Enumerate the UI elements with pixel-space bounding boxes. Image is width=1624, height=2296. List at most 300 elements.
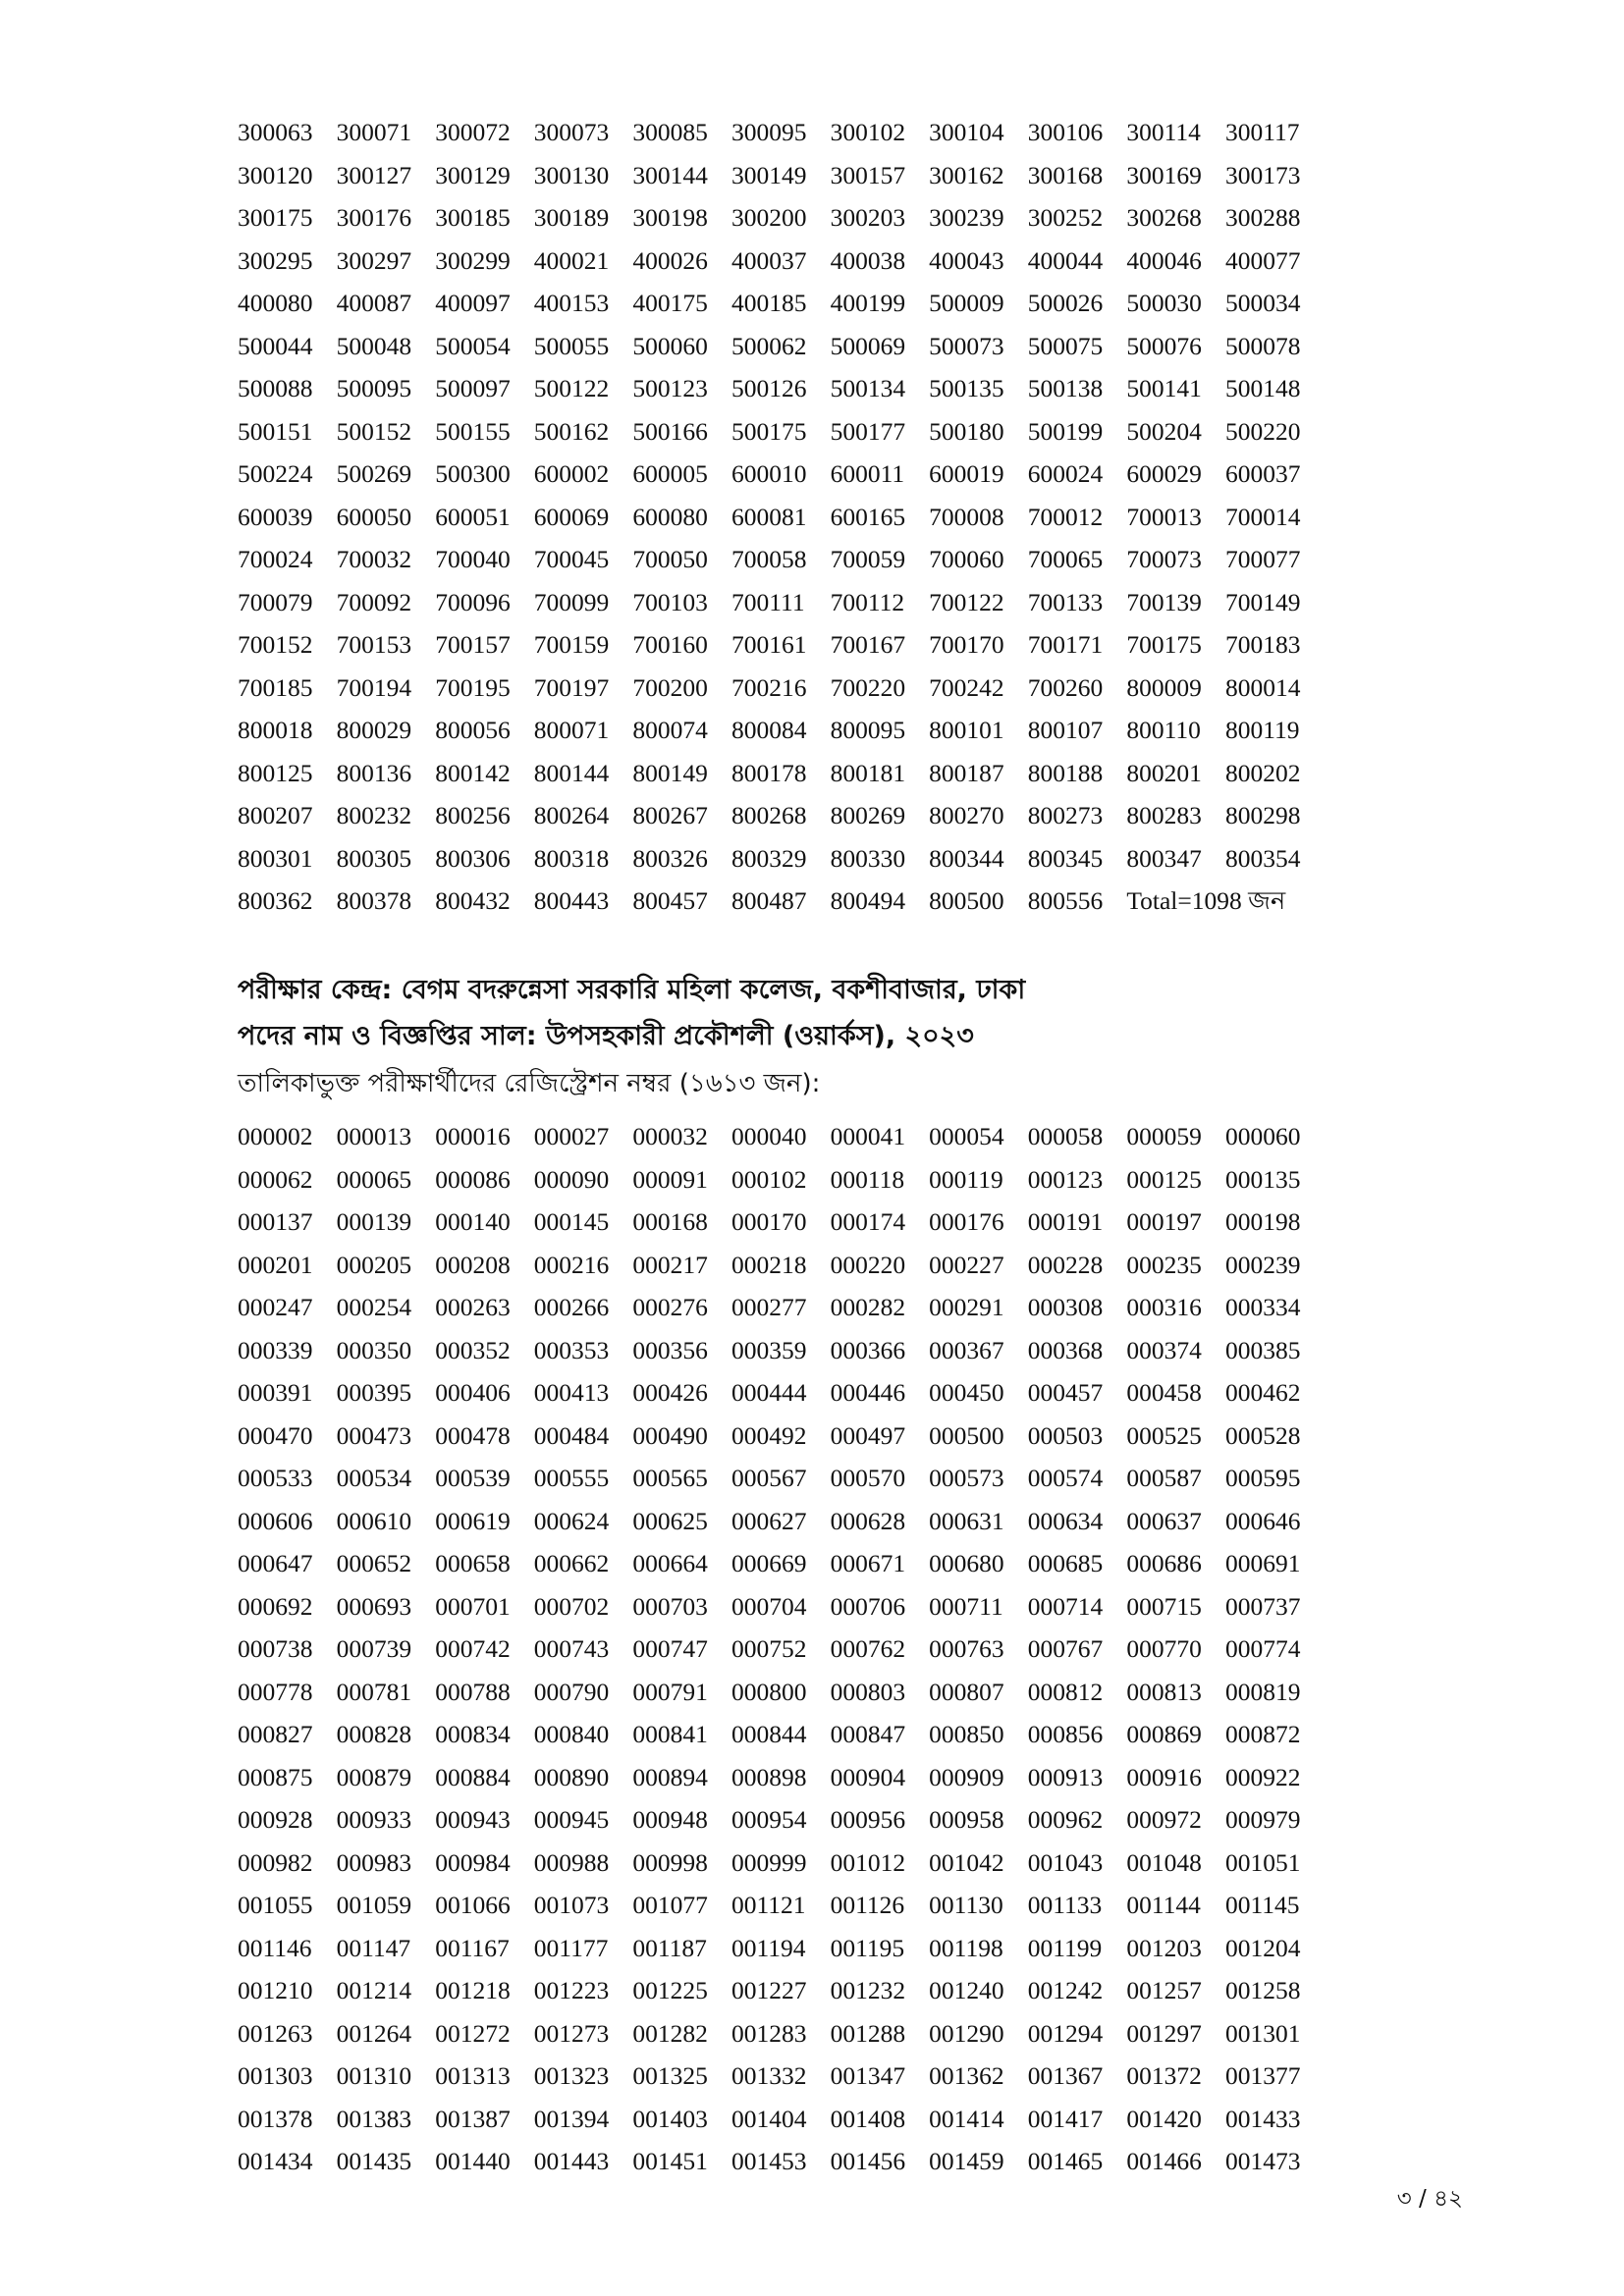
registration-number-cell: 300149 [731, 160, 807, 189]
registration-number-cell: 800330 [830, 843, 906, 873]
registration-number-cell: 700153 [336, 630, 412, 659]
registration-number-cell: 300189 [533, 203, 610, 232]
registration-number-cell: 000016 [435, 1122, 511, 1150]
registration-number-cell: 700194 [336, 672, 412, 702]
registration-number-cell: 001473 [1224, 2147, 1301, 2175]
registration-number-cell: 700260 [1027, 672, 1104, 702]
registration-number-cell: 300072 [435, 118, 511, 146]
registration-number-cell: 000308 [1027, 1293, 1104, 1321]
registration-number-cell: 000807 [929, 1677, 1004, 1706]
registration-number-cell: 000928 [238, 1805, 313, 1834]
registration-number-cell: 000850 [929, 1720, 1004, 1748]
registration-number-cell: 800188 [1027, 758, 1104, 787]
registration-number-cell: 600037 [1224, 459, 1301, 488]
registration-number-cell: 001147 [336, 1933, 411, 1962]
registration-number-cell: 000198 [1224, 1207, 1301, 1236]
registration-number-cell: 000828 [336, 1720, 412, 1748]
registration-number-cell: 400044 [1027, 245, 1104, 275]
registration-number-cell: 000359 [731, 1335, 807, 1364]
registration-number-cell: 000631 [929, 1506, 1004, 1535]
registration-number-cell: 000041 [830, 1122, 906, 1150]
registration-number-cell: 300130 [533, 160, 610, 189]
registration-number-cell: 500148 [1224, 374, 1301, 402]
registration-number-cell: 000841 [632, 1720, 708, 1748]
registration-number-cell: 000711 [929, 1591, 1003, 1621]
registration-number-list [238, 1115, 1325, 2183]
registration-number-cell: 800432 [435, 886, 511, 915]
registration-number-cell: 000228 [1027, 1250, 1104, 1279]
registration-number-cell: 800101 [929, 716, 1004, 744]
registration-number-cell: 001387 [435, 2104, 511, 2133]
registration-number-cell: 000426 [632, 1378, 708, 1407]
registration-number-cell: 000254 [336, 1293, 412, 1321]
registration-number-cell: 700008 [929, 502, 1004, 531]
registration-number-cell: 300117 [1224, 118, 1300, 146]
registration-number-cell: 000647 [238, 1549, 313, 1577]
registration-number-cell: 000058 [1027, 1122, 1104, 1150]
registration-number-cell: 800232 [336, 801, 412, 829]
registration-number-cell: 000913 [1027, 1762, 1104, 1791]
registration-number-cell: 001433 [1224, 2104, 1301, 2133]
registration-number-cell: 700170 [929, 630, 1004, 659]
registration-number-cell: 000686 [1126, 1549, 1202, 1577]
registration-number-cell: 000954 [731, 1805, 807, 1834]
registration-number-cell: 000982 [238, 1847, 313, 1877]
registration-number-cell: 000671 [830, 1549, 906, 1577]
registration-number-cell: 500097 [435, 374, 511, 402]
registration-number-cell: 800119 [1224, 716, 1300, 744]
registration-number-cell: 000703 [632, 1591, 708, 1621]
registration-number-cell: 500269 [336, 459, 412, 488]
registration-number-cell: 000123 [1027, 1164, 1104, 1194]
registration-number-cell: 000652 [336, 1549, 412, 1577]
registration-number-cell: 300106 [1027, 118, 1104, 146]
registration-number-cell: 800056 [435, 716, 511, 744]
registration-number-cell: 000368 [1027, 1335, 1104, 1364]
registration-number-cell: 500126 [731, 374, 807, 402]
registration-number-cell: 000395 [336, 1378, 412, 1407]
registration-number-cell: 700012 [1027, 502, 1104, 531]
registration-number-cell: 000872 [1224, 1720, 1301, 1748]
registration-number-cell: 300102 [830, 118, 906, 146]
registration-number-cell: 000884 [435, 1762, 511, 1791]
registration-number-cell: 000979 [1224, 1805, 1301, 1834]
registration-number-cell: 000574 [1027, 1464, 1104, 1492]
registration-number-cell: 001288 [830, 2018, 906, 2048]
registration-number-cell: 000528 [1224, 1420, 1301, 1450]
registration-number-cell: 000205 [336, 1250, 412, 1279]
registration-number-cell: 000374 [1126, 1335, 1202, 1364]
registration-number-cell: 001042 [929, 1847, 1004, 1877]
registration-number-cell: 001378 [238, 2104, 313, 2133]
registration-number-cell: 800306 [435, 843, 511, 873]
registration-number-cell: 700195 [435, 672, 511, 702]
registration-number-cell: 500151 [238, 416, 313, 446]
registration-number-cell: 700014 [1224, 502, 1301, 531]
registration-number-cell: 000032 [632, 1122, 708, 1150]
registration-number-cell: 800009 [1126, 672, 1202, 702]
registration-number-cell: 000788 [435, 1677, 511, 1706]
registration-number-cell: 000125 [1126, 1164, 1202, 1194]
registration-number-cell: 700197 [533, 672, 610, 702]
registration-number-cell: 000904 [830, 1762, 906, 1791]
registration-number-cell: 000624 [533, 1506, 610, 1535]
registration-number-cell: 000277 [731, 1293, 807, 1321]
registration-number-cell: 300157 [830, 160, 906, 189]
registration-number-cell: 000879 [336, 1762, 412, 1791]
registration-number-cell: 001466 [1126, 2147, 1202, 2175]
registration-number-cell: 000145 [533, 1207, 610, 1236]
registration-number-cell: 000962 [1027, 1805, 1104, 1834]
registration-number-cell: 001126 [830, 1891, 905, 1919]
registration-number-cell: 000595 [1224, 1464, 1301, 1492]
registration-number-cell: 000894 [632, 1762, 708, 1791]
registration-number-cell: 000567 [731, 1464, 807, 1492]
registration-number-cell: 600039 [238, 502, 313, 531]
registration-number-cell: 500166 [632, 416, 708, 446]
registration-number-cell: 001059 [336, 1891, 412, 1919]
registration-number-cell: 800354 [1224, 843, 1301, 873]
registration-number-cell: 001223 [533, 1976, 610, 2004]
registration-number-cell: 000462 [1224, 1378, 1301, 1407]
registration-number-cell: 500135 [929, 374, 1004, 402]
registration-number-cell: 300173 [1224, 160, 1301, 189]
registration-number-cell: 001043 [1027, 1847, 1104, 1877]
registration-number-cell: 000747 [632, 1634, 708, 1663]
registration-number-cell: 001456 [830, 2147, 906, 2175]
registration-number-cell: 700185 [238, 672, 313, 702]
registration-number-cell: Total=1098 জন [1126, 886, 1286, 915]
registration-number-cell: 001453 [731, 2147, 807, 2175]
registration-number-cell: 300200 [731, 203, 807, 232]
registration-number-cell: 000002 [238, 1122, 313, 1150]
registration-number-cell: 800264 [533, 801, 610, 829]
registration-number-cell: 000706 [830, 1591, 906, 1621]
registration-number-cell: 300120 [238, 160, 313, 189]
registration-number-cell: 001194 [731, 1933, 806, 1962]
registration-number-cell: 700058 [731, 545, 807, 573]
registration-number-cell: 001198 [929, 1933, 1003, 1962]
registration-number-cell: 000492 [731, 1420, 807, 1450]
registration-number-cell: 000819 [1224, 1677, 1301, 1706]
registration-number-cell: 000458 [1126, 1378, 1202, 1407]
registration-number-cell: 000062 [238, 1164, 313, 1194]
registration-number-cell: 001404 [731, 2104, 807, 2133]
registration-number-cell: 700133 [1027, 587, 1104, 616]
registration-number-cell: 001257 [1126, 1976, 1202, 2004]
registration-number-cell: 300297 [336, 245, 412, 275]
registration-number-cell: 500095 [336, 374, 412, 402]
registration-number-cell: 000803 [830, 1677, 906, 1706]
registration-number-cell: 800136 [336, 758, 412, 787]
registration-number-cell: 000983 [336, 1847, 412, 1877]
registration-number-cell: 000715 [1126, 1591, 1202, 1621]
registration-number-cell: 700216 [731, 672, 807, 702]
registration-number-cell: 000701 [435, 1591, 511, 1621]
registration-number-cell: 000276 [632, 1293, 708, 1321]
registration-number-cell: 001130 [929, 1891, 1003, 1919]
registration-number-cell: 500300 [435, 459, 511, 488]
registration-number-cell: 000201 [238, 1250, 313, 1279]
registration-number-cell: 600165 [830, 502, 906, 531]
registration-number-cell: 001282 [632, 2018, 708, 2048]
registration-number-cell: 001051 [1224, 1847, 1301, 1877]
registration-number-cell: 800149 [632, 758, 708, 787]
registration-number-cell: 000943 [435, 1805, 511, 1834]
registration-number-cell: 001362 [929, 2061, 1004, 2090]
registration-number-cell: 800344 [929, 843, 1004, 873]
registration-number-cell: 800378 [336, 886, 412, 915]
registration-number-cell: 400153 [533, 289, 610, 317]
registration-number-cell: 800318 [533, 843, 610, 873]
registration-number-cell: 500026 [1027, 289, 1104, 317]
registration-number-cell: 300073 [533, 118, 610, 146]
registration-number-cell: 000013 [336, 1122, 412, 1150]
registration-number-cell: 001187 [632, 1933, 707, 1962]
registration-number-list-previous-center [238, 111, 1325, 923]
registration-number-cell: 400185 [731, 289, 807, 317]
registration-number-cell: 700149 [1224, 587, 1301, 616]
registration-number-cell: 600024 [1027, 459, 1104, 488]
registration-number-cell: 001434 [238, 2147, 313, 2175]
registration-number-cell: 000450 [929, 1378, 1004, 1407]
registration-number-cell: 000235 [1126, 1250, 1202, 1279]
registration-number-cell: 000898 [731, 1762, 807, 1791]
registration-number-cell: 500048 [336, 331, 412, 360]
registration-number-cell: 001394 [533, 2104, 610, 2133]
registration-number-cell: 300071 [336, 118, 412, 146]
registration-number-cell: 400199 [830, 289, 906, 317]
registration-number-cell: 000102 [731, 1164, 807, 1194]
registration-number-cell: 600069 [533, 502, 610, 531]
registration-number-cell: 300176 [336, 203, 412, 232]
registration-number-cell: 700096 [435, 587, 511, 616]
registration-number-cell: 000135 [1224, 1164, 1301, 1194]
registration-number-cell: 000737 [1224, 1591, 1301, 1621]
registration-number-cell: 001414 [929, 2104, 1004, 2133]
registration-number-cell: 001066 [435, 1891, 511, 1919]
registration-number-cell: 000060 [1224, 1122, 1301, 1150]
registration-number-cell: 000625 [632, 1506, 708, 1535]
registration-number-cell: 800487 [731, 886, 807, 915]
registration-number-cell: 000478 [435, 1420, 511, 1450]
registration-number-cell: 700161 [731, 630, 807, 659]
registration-number-cell: 001073 [533, 1891, 610, 1919]
registration-number-cell: 800273 [1027, 801, 1104, 829]
registration-number-cell: 800207 [238, 801, 313, 829]
registration-number-cell: 400087 [336, 289, 412, 317]
registration-number-cell: 000840 [533, 1720, 610, 1748]
registration-number-cell: 800269 [830, 801, 906, 829]
registration-number-cell: 800095 [830, 716, 906, 744]
registration-number-cell: 000086 [435, 1164, 511, 1194]
registration-number-cell: 001451 [632, 2147, 708, 2175]
registration-number-cell: 000922 [1224, 1762, 1301, 1791]
registration-number-cell: 500175 [731, 416, 807, 446]
registration-number-cell: 300114 [1126, 118, 1201, 146]
registration-number-cell: 000247 [238, 1293, 313, 1321]
registration-number-cell: 000827 [238, 1720, 313, 1748]
registration-number-cell: 500073 [929, 331, 1004, 360]
registration-number-cell: 700103 [632, 587, 708, 616]
registration-number-cell: 000208 [435, 1250, 511, 1279]
registration-number-cell: 000634 [1027, 1506, 1104, 1535]
registration-number-cell: 800201 [1126, 758, 1202, 787]
registration-number-cell: 000170 [731, 1207, 807, 1236]
registration-number-cell: 000916 [1126, 1762, 1202, 1791]
registration-number-cell: 000266 [533, 1293, 610, 1321]
registration-number-cell: 000446 [830, 1378, 906, 1407]
registration-number-cell: 000168 [632, 1207, 708, 1236]
registration-number-cell: 000685 [1027, 1549, 1104, 1577]
registration-number-cell: 400175 [632, 289, 708, 317]
registration-number-cell: 400043 [929, 245, 1004, 275]
registration-number-cell: 600002 [533, 459, 610, 488]
registration-number-cell: 000054 [929, 1122, 1004, 1150]
registration-number-cell: 000844 [731, 1720, 807, 1748]
registration-number-cell: 800074 [632, 716, 708, 744]
registration-number-cell: 000353 [533, 1335, 610, 1364]
registration-number-cell: 800362 [238, 886, 313, 915]
registration-number-cell: 001077 [632, 1891, 708, 1919]
registration-number-cell: 500141 [1126, 374, 1202, 402]
registration-number-cell: 001435 [336, 2147, 412, 2175]
registration-number-cell: 001144 [1126, 1891, 1201, 1919]
registration-number-cell: 000065 [336, 1164, 412, 1194]
registration-number-cell: 001372 [1126, 2061, 1202, 2090]
registration-number-cell: 001146 [238, 1933, 312, 1962]
registration-number-cell: 001303 [238, 2061, 313, 2090]
registration-number-cell: 000497 [830, 1420, 906, 1450]
registration-number-cell: 800305 [336, 843, 412, 873]
registration-number-cell: 001465 [1027, 2147, 1104, 2175]
registration-number-cell: 700152 [238, 630, 313, 659]
registration-number-cell: 300288 [1224, 203, 1301, 232]
registration-number-cell: 000220 [830, 1250, 906, 1279]
registration-number-cell: 000767 [1027, 1634, 1104, 1663]
registration-number-cell: 000406 [435, 1378, 511, 1407]
registration-number-cell: 001242 [1027, 1976, 1104, 2004]
registration-number-cell: 700013 [1126, 502, 1202, 531]
registration-number-cell: 300162 [929, 160, 1004, 189]
registration-number-cell: 001272 [435, 2018, 511, 2048]
registration-number-cell: 001383 [336, 2104, 412, 2133]
registration-number-cell: 000239 [1224, 1250, 1301, 1279]
registration-number-cell: 001199 [1027, 1933, 1103, 1962]
registration-number-cell: 700077 [1224, 545, 1301, 573]
registration-number-cell: 000339 [238, 1335, 313, 1364]
registration-number-cell: 001240 [929, 1976, 1004, 2004]
registration-number-cell: 000040 [731, 1122, 807, 1150]
registration-number-cell: 000984 [435, 1847, 511, 1877]
registration-number-cell: 000646 [1224, 1506, 1301, 1535]
registration-number-cell: 000391 [238, 1378, 313, 1407]
registration-number-cell: 800457 [632, 886, 708, 915]
registration-number-cell: 800267 [632, 801, 708, 829]
registration-number-cell: 000503 [1027, 1420, 1104, 1450]
registration-number-cell: 800494 [830, 886, 906, 915]
registration-number-cell: 001121 [731, 1891, 806, 1919]
registration-number-cell: 700059 [830, 545, 906, 573]
registration-number-cell: 000693 [336, 1591, 412, 1621]
registration-number-cell: 000533 [238, 1464, 313, 1492]
registration-number-cell: 800301 [238, 843, 313, 873]
registration-number-cell: 000762 [830, 1634, 906, 1663]
registration-number-cell: 000664 [632, 1549, 708, 1577]
registration-number-cell: 700111 [731, 587, 805, 616]
registration-number-cell: 001325 [632, 2061, 708, 2090]
registration-number-cell: 800347 [1126, 843, 1202, 873]
registration-number-cell: 001443 [533, 2147, 610, 2175]
registration-number-cell: 001012 [830, 1847, 906, 1877]
registration-number-cell: 000366 [830, 1335, 906, 1364]
registration-number-cell: 000875 [238, 1762, 313, 1791]
registration-number-cell: 000555 [533, 1464, 610, 1492]
registration-number-cell: 000988 [533, 1847, 610, 1877]
registration-number-cell: 000534 [336, 1464, 412, 1492]
registration-number-cell: 500138 [1027, 374, 1104, 402]
registration-number-cell: 500162 [533, 416, 610, 446]
registration-number-cell: 500180 [929, 416, 1004, 446]
registration-number-cell: 000742 [435, 1634, 511, 1663]
registration-number-cell: 001290 [929, 2018, 1004, 2048]
registration-number-cell: 600029 [1126, 459, 1202, 488]
registration-number-cell: 600050 [336, 502, 412, 531]
registration-number-cell: 500034 [1224, 289, 1301, 317]
registration-number-cell: 000662 [533, 1549, 610, 1577]
registration-number-cell: 001283 [731, 2018, 807, 2048]
registration-number-cell: 000637 [1126, 1506, 1202, 1535]
registration-number-cell: 001273 [533, 2018, 610, 2048]
registration-number-cell: 000027 [533, 1122, 610, 1150]
registration-number-cell: 001145 [1224, 1891, 1300, 1919]
registration-number-cell: 000800 [731, 1677, 807, 1706]
registration-number-cell: 000692 [238, 1591, 313, 1621]
registration-number-cell: 500134 [830, 374, 906, 402]
registration-number-cell: 000856 [1027, 1720, 1104, 1748]
registration-number-cell: 000473 [336, 1420, 412, 1450]
registration-number-cell: 000385 [1224, 1335, 1301, 1364]
registration-number-cell: 300144 [632, 160, 708, 189]
registration-number-cell: 000356 [632, 1335, 708, 1364]
registration-number-cell: 000714 [1027, 1591, 1104, 1621]
registration-number-cell: 000770 [1126, 1634, 1202, 1663]
registration-number-cell: 000945 [533, 1805, 610, 1834]
registration-number-cell: 700220 [830, 672, 906, 702]
registration-number-cell: 000413 [533, 1378, 610, 1407]
registration-number-cell: 000490 [632, 1420, 708, 1450]
registration-number-cell: 000791 [632, 1677, 708, 1706]
registration-number-cell: 500078 [1224, 331, 1301, 360]
registration-number-cell: 000367 [929, 1335, 1004, 1364]
registration-number-cell: 000933 [336, 1805, 412, 1834]
registration-number-cell: 001195 [830, 1933, 905, 1962]
registration-number-cell: 500123 [632, 374, 708, 402]
registration-number-cell: 300169 [1126, 160, 1202, 189]
registration-number-cell: 001218 [435, 1976, 511, 2004]
registration-number-cell: 000059 [1126, 1122, 1202, 1150]
registration-number-cell: 700183 [1224, 630, 1301, 659]
registration-number-cell: 700171 [1027, 630, 1104, 659]
registration-number-cell: 001294 [1027, 2018, 1104, 2048]
registration-number-cell: 001133 [1027, 1891, 1103, 1919]
registration-number-cell: 700092 [336, 587, 412, 616]
registration-number-cell: 700050 [632, 545, 708, 573]
registration-number-cell: 800268 [731, 801, 807, 829]
registration-number-cell: 500177 [830, 416, 906, 446]
registration-number-cell: 800500 [929, 886, 1004, 915]
registration-number-cell: 000316 [1126, 1293, 1202, 1321]
